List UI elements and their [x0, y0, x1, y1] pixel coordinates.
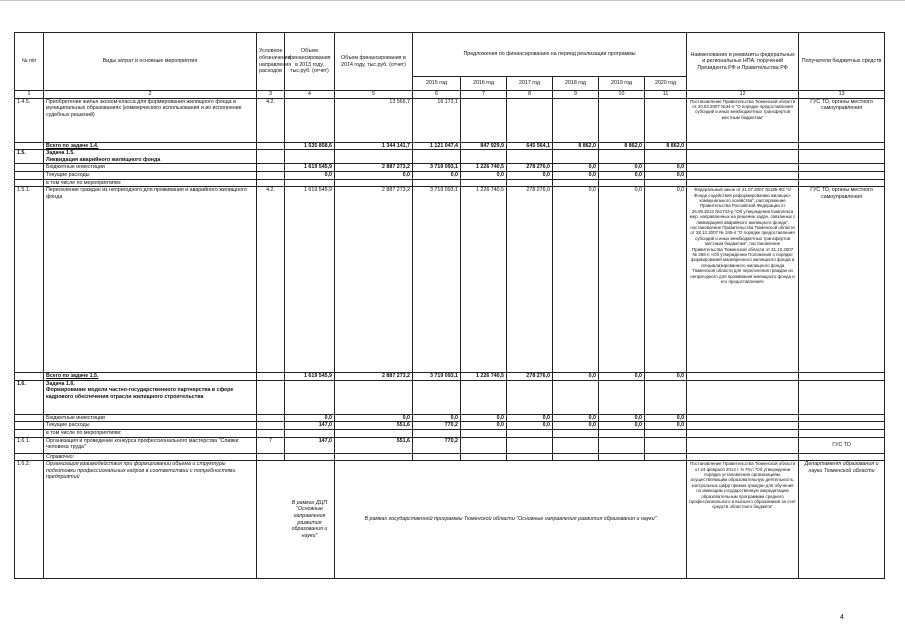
row-title: в том числе по мероприятиям: — [44, 429, 257, 437]
cell-empty — [413, 429, 461, 437]
cell-empty — [645, 150, 687, 164]
cell-empty — [687, 179, 799, 187]
cell-empty — [645, 179, 687, 187]
cell-empty — [461, 98, 507, 142]
table-row-total — [15, 373, 885, 381]
row-num: 1.4.5. — [15, 98, 44, 142]
row-merged-note: В рамках государственной программы Тюменской области "Основные направления развития образования и науки" — [335, 461, 687, 579]
header-year-2018: 2018 год — [553, 77, 599, 91]
cell-empty — [507, 150, 553, 164]
row-title: Переселение граждан из непригодного для проживания и аварийного жилищного фонда — [44, 187, 257, 373]
cell-empty — [461, 453, 507, 461]
cell-empty — [285, 429, 335, 437]
cell-2019: 0,0 — [599, 187, 645, 373]
cell-empty — [687, 150, 799, 164]
cell-2019: 0,0 — [599, 422, 645, 430]
cell-2020: 8 862,0 — [645, 142, 687, 150]
row-npa: Федеральный закон от 21.07.2007 №185-ФЗ "О Фонде содействия реформированию жилищно-коммунального хозяйства", распоряжение Правительства Российской Федерации от 26.09.2013 №1743-р "Об утверждении Комплекса мер, направленных на решение задач, связанных с ликвидацией аварийного жилищного фонда", постановление Правительства Тюменской области от 28.12.2007 № 345-п "О порядке предоставления субсидий и иных межбюджетных трансфертов местным бюджетам", постановление Правительства Тюменской области от 31.10.2007 № 266-п «Об утверждении Положения о порядке формирования маневренного жилищного фонда и специализированного жилищного фонда Тюменской области для переселения граждан из непригодного для проживания жилищного фонда и его предоставления» — [687, 187, 799, 373]
row-code-note: В рамках ДЦП "Основные направления развития образования и науки" — [257, 461, 335, 579]
cell-2019: 0,0 — [599, 373, 645, 381]
row-recipient: ГУС ТО, органы местного самоуправления — [799, 98, 885, 142]
table-row — [15, 187, 885, 373]
cell-2018: 0,0 — [553, 171, 599, 179]
column-number: 4 — [285, 91, 335, 99]
cell-empty — [257, 414, 285, 422]
row-num: 1.6. — [15, 380, 44, 414]
row-code: 4.2. — [257, 98, 285, 142]
cell-empty — [413, 380, 461, 414]
cell-2013: 147,0 — [285, 422, 335, 430]
cell-2014: 2 887 273,2 — [335, 373, 413, 381]
cell-empty — [687, 453, 799, 461]
column-number: 12 — [687, 91, 799, 99]
funding-table — [14, 32, 885, 579]
table-row — [15, 164, 885, 172]
cell-2014: 551,6 — [335, 422, 413, 430]
cell-empty — [599, 380, 645, 414]
table-row — [15, 171, 885, 179]
cell-empty — [553, 380, 599, 414]
cell-empty — [553, 98, 599, 142]
cell-2015: 770,2 — [413, 437, 461, 453]
cell-2014: 0,0 — [335, 414, 413, 422]
header-expense-type: Виды затрат и основные мероприятия — [44, 33, 257, 91]
cell-empty — [599, 429, 645, 437]
cell-empty — [15, 164, 44, 172]
cell-2017: 645 564,1 — [507, 142, 553, 150]
header-year-2016: 2016 год — [461, 77, 507, 91]
cell-2015: 16 172,1 — [413, 98, 461, 142]
cell-2018: 0,0 — [553, 414, 599, 422]
cell-empty — [257, 429, 285, 437]
cell-empty — [15, 414, 44, 422]
cell-empty — [257, 422, 285, 430]
cell-empty — [507, 380, 553, 414]
cell-2015: 0,0 — [413, 171, 461, 179]
row-recipient: Департамент образования и науки Тюменской области — [799, 461, 885, 579]
row-recipient: ГУС ТО, органы местного самоуправления — [799, 187, 885, 373]
header-code: Условное обозначение направления расходов — [257, 33, 285, 91]
cell-2018: 0,0 — [553, 187, 599, 373]
cell-2018: 0,0 — [553, 422, 599, 430]
cell-2020: 0,0 — [645, 373, 687, 381]
cell-empty — [553, 179, 599, 187]
column-number: 7 — [461, 91, 507, 99]
header-num: № п/п — [15, 33, 44, 91]
header-2014: Объем финансирования в 2014 году, тыс.руб. (отчет) — [335, 33, 413, 91]
cell-2017: 278 276,0 — [507, 373, 553, 381]
column-number-row — [15, 91, 885, 99]
cell-2015: 0,0 — [413, 414, 461, 422]
cell-2014: 1 344 141,7 — [335, 142, 413, 150]
cell-2019: 8 862,0 — [599, 142, 645, 150]
row-title: Организация и проведение конкурса профессионального мастерства "Сливки человека труда" — [44, 437, 257, 453]
cell-2016: 0,0 — [461, 171, 507, 179]
cell-empty — [687, 429, 799, 437]
cell-empty — [799, 373, 885, 381]
cell-empty — [799, 150, 885, 164]
cell-empty — [461, 380, 507, 414]
cell-2019: 0,0 — [599, 164, 645, 172]
cell-empty — [645, 453, 687, 461]
cell-2014: 0,0 — [335, 171, 413, 179]
cell-2020: 0,0 — [645, 414, 687, 422]
cell-empty — [553, 429, 599, 437]
cell-empty — [599, 98, 645, 142]
cell-2015: 770,2 — [413, 422, 461, 430]
cell-2018: 0,0 — [553, 373, 599, 381]
row-npa: Постановление Правительства Тюменской области от 20.02.2007 №34-п "О порядке предоставления субсидий и иных межбюджетных трансфертов местным бюджетам" — [687, 98, 799, 142]
task-subtitle: Формирование модели частно-государственного партнерства в сфере кадрового обеспечения отрасли жилищного строительства — [46, 387, 234, 400]
table-row — [15, 98, 885, 142]
cell-empty — [15, 373, 44, 381]
header-year-2015: 2015 год — [413, 77, 461, 91]
row-num: 1.5. — [15, 150, 44, 164]
cell-empty — [799, 142, 885, 150]
column-number: 8 — [507, 91, 553, 99]
cell-2017: 278 276,0 — [507, 164, 553, 172]
cell-empty — [257, 142, 285, 150]
table-row — [15, 422, 885, 430]
cell-2014: 2 887 273,2 — [335, 187, 413, 373]
cell-empty — [687, 171, 799, 179]
cell-empty — [15, 179, 44, 187]
cell-2014: 2 887 273,2 — [335, 164, 413, 172]
cell-empty — [285, 380, 335, 414]
cell-empty — [687, 142, 799, 150]
cell-empty — [413, 179, 461, 187]
header-2013: Объем финансирования в 2013 году, тыс.руб. (отчет) — [285, 33, 335, 91]
header-year-2019: 2019 год — [599, 77, 645, 91]
cell-empty — [599, 437, 645, 453]
cell-2020: 0,0 — [645, 422, 687, 430]
cell-2015: 3 719 093,1 — [413, 164, 461, 172]
cell-empty — [687, 437, 799, 453]
cell-empty — [599, 150, 645, 164]
cell-empty — [799, 179, 885, 187]
cell-empty — [687, 422, 799, 430]
column-number: 1 — [15, 91, 44, 99]
cell-2020: 0,0 — [645, 171, 687, 179]
cell-2013: 0,0 — [285, 171, 335, 179]
cell-2019: 0,0 — [599, 414, 645, 422]
column-number: 5 — [335, 91, 413, 99]
cell-2018: 0,0 — [553, 164, 599, 172]
row-code: 4.2. — [257, 187, 285, 373]
cell-2016: 0,0 — [461, 422, 507, 430]
row-title: Всего по задаче 1.4. — [44, 142, 257, 150]
table-row — [15, 414, 885, 422]
column-number: 3 — [257, 91, 285, 99]
cell-2013: 0,0 — [285, 414, 335, 422]
cell-empty — [15, 453, 44, 461]
table-row-task — [15, 150, 885, 164]
cell-empty — [645, 98, 687, 142]
cell-2020: 0,0 — [645, 164, 687, 172]
cell-empty — [257, 171, 285, 179]
cell-2016: 847 929,9 — [461, 142, 507, 150]
cell-empty — [257, 380, 285, 414]
cell-2016: 1 226 740,5 — [461, 164, 507, 172]
table-row — [15, 453, 885, 461]
cell-empty — [507, 429, 553, 437]
cell-empty — [599, 453, 645, 461]
cell-2020: 0,0 — [645, 187, 687, 373]
cell-2017: 278 276,0 — [507, 187, 553, 373]
cell-empty — [335, 429, 413, 437]
scan-top-edge — [0, 0, 905, 4]
cell-2017: 0,0 — [507, 171, 553, 179]
table-row — [15, 437, 885, 453]
cell-2013: 1 619 545,9 — [285, 187, 335, 373]
cell-empty — [799, 380, 885, 414]
row-recipient: ГУС ТО — [799, 437, 885, 453]
cell-2013: 1 619 545,9 — [285, 373, 335, 381]
task-title: Задача 1.6. — [46, 380, 75, 387]
cell-empty — [285, 98, 335, 142]
cell-empty — [599, 179, 645, 187]
table-row-total — [15, 142, 885, 150]
header-npa: Наименование и реквизиты федеральных и региональных НПА, поручений Президента РФ и Правительства РФ — [687, 33, 799, 91]
cell-2015: 3 719 093,1 — [413, 187, 461, 373]
cell-empty — [257, 164, 285, 172]
cell-empty — [645, 429, 687, 437]
cell-empty — [257, 179, 285, 187]
cell-empty — [553, 150, 599, 164]
cell-empty — [285, 179, 335, 187]
cell-empty — [413, 453, 461, 461]
cell-2014: 13 566,7 — [335, 98, 413, 142]
row-title: в том числе по мероприятиям: — [44, 179, 257, 187]
table-row — [15, 429, 885, 437]
cell-2016: 0,0 — [461, 414, 507, 422]
cell-2018: 8 862,0 — [553, 142, 599, 150]
column-number: 9 — [553, 91, 599, 99]
cell-empty — [507, 437, 553, 453]
cell-empty — [335, 453, 413, 461]
row-title: Бюджетные инвестиции — [44, 164, 257, 172]
cell-empty — [687, 164, 799, 172]
cell-2013: 1 619 545,9 — [285, 164, 335, 172]
task-title: Задача 1.5. — [46, 150, 75, 157]
cell-empty — [413, 150, 461, 164]
column-number: 6 — [413, 91, 461, 99]
cell-empty — [285, 150, 335, 164]
column-number: 10 — [599, 91, 645, 99]
cell-empty — [15, 171, 44, 179]
header-year-2020: 2020 год — [645, 77, 687, 91]
cell-2019: 0,0 — [599, 171, 645, 179]
cell-empty — [461, 429, 507, 437]
header-year-2017: 2017 год — [507, 77, 553, 91]
row-title: Всего по задаче 1.5. — [44, 373, 257, 381]
cell-empty — [687, 373, 799, 381]
cell-2013: 147,0 — [285, 437, 335, 453]
cell-empty — [335, 150, 413, 164]
row-title: Организация взаимодействия при формировании объема и структуры подготовки профессиональных кадров в соответствии с потребностями предприятий — [44, 461, 257, 579]
cell-empty — [285, 453, 335, 461]
cell-empty — [799, 164, 885, 172]
cell-2015: 1 121 047,4 — [413, 142, 461, 150]
cell-empty — [461, 150, 507, 164]
header-recipients: Получатели бюджетных средств — [799, 33, 885, 91]
cell-empty — [553, 437, 599, 453]
cell-2017: 0,0 — [507, 422, 553, 430]
row-title: Текущие расходы — [44, 171, 257, 179]
cell-empty — [461, 437, 507, 453]
cell-empty — [335, 179, 413, 187]
cell-empty — [799, 171, 885, 179]
cell-empty — [799, 429, 885, 437]
table-row — [15, 179, 885, 187]
cell-empty — [507, 179, 553, 187]
cell-empty — [507, 98, 553, 142]
column-number: 11 — [645, 91, 687, 99]
cell-empty — [257, 373, 285, 381]
header-proposals: Предложения по финансированию на период реализации программы — [413, 33, 687, 77]
cell-2015: 3 719 093,1 — [413, 373, 461, 381]
column-number: 13 — [799, 91, 885, 99]
cell-2016: 1 226 740,5 — [461, 373, 507, 381]
table-row — [15, 461, 885, 579]
cell-2013: 1 535 858,6 — [285, 142, 335, 150]
cell-empty — [15, 142, 44, 150]
task-subtitle: Ликвидация аварийного жилищного фонда — [46, 156, 161, 163]
page-number: 4 — [840, 614, 844, 621]
row-title — [44, 380, 257, 414]
cell-empty — [799, 414, 885, 422]
cell-empty — [799, 422, 885, 430]
row-title: Справочно: — [44, 453, 257, 461]
cell-empty — [645, 380, 687, 414]
cell-empty — [335, 380, 413, 414]
row-num: 1.6.1. — [15, 437, 44, 453]
row-npa: Постановление Правительства Тюменской области от 24 февраля 2014 г. N 79-п "Об утверждении порядка установления организациям, осуществляющим образовательную деятельность, контрольных цифр приема граждан для обучения по имеющим государственную аккредитацию образовательным программам среднего профессионального и высшего образования за счет средств областного бюджета" — [687, 461, 799, 579]
row-num: 1.6.2. — [15, 461, 44, 579]
cell-empty — [645, 437, 687, 453]
cell-2016: 1 226 740,5 — [461, 187, 507, 373]
cell-empty — [15, 429, 44, 437]
row-title: Бюджетные инвестиции — [44, 414, 257, 422]
cell-empty — [461, 179, 507, 187]
row-num: 1.5.1. — [15, 187, 44, 373]
cell-empty — [687, 380, 799, 414]
cell-2017: 0,0 — [507, 414, 553, 422]
cell-empty — [15, 422, 44, 430]
row-title: Текущие расходы — [44, 422, 257, 430]
table-row-task — [15, 380, 885, 414]
cell-empty — [687, 414, 799, 422]
cell-empty — [799, 453, 885, 461]
cell-2014: 551,6 — [335, 437, 413, 453]
cell-empty — [257, 150, 285, 164]
column-number: 2 — [44, 91, 257, 99]
row-title — [44, 150, 257, 164]
row-code: 7 — [257, 437, 285, 453]
cell-empty — [507, 453, 553, 461]
row-title: Приобретение жилья эконом-класса для формирования жилищного фонда в муниципальных образованиях (коммерческого использования и во исполнение судебных решений) — [44, 98, 257, 142]
cell-empty — [553, 453, 599, 461]
cell-empty — [257, 453, 285, 461]
